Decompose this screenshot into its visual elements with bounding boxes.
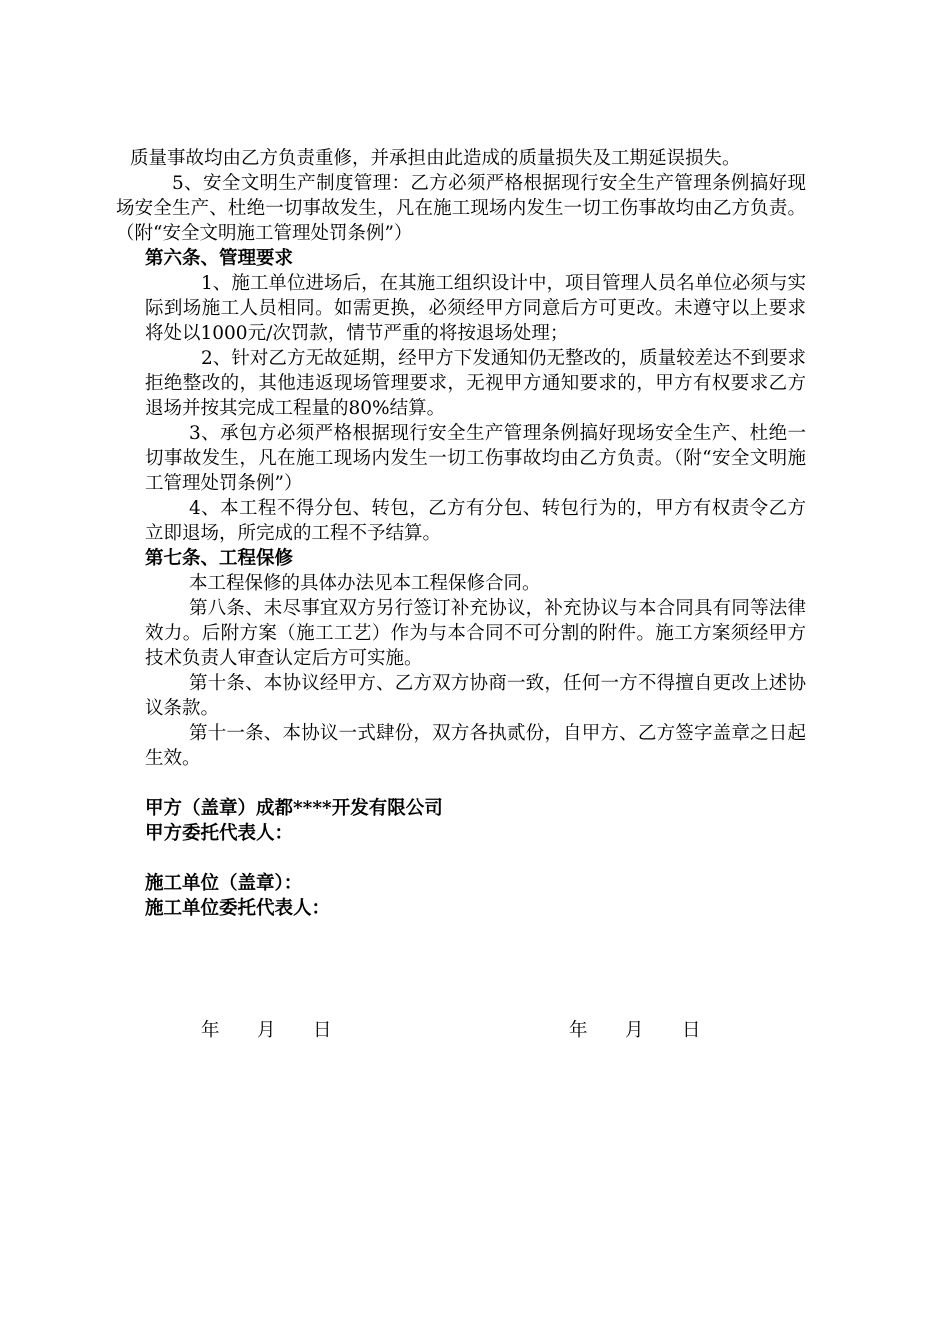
date-year-label: 年 bbox=[569, 1020, 588, 1041]
paragraph-article-6-item-4: 4、本工程不得分包、转包，乙方有分包、转包行为的，甲方有权责令乙方立即退场，所完成的工程不予结算。 bbox=[145, 498, 806, 544]
date-day-label: 日 bbox=[313, 1020, 332, 1041]
paragraph-quality-liability: 质量事故均由乙方负责重修，并承担由此造成的质量损失及工期延误损失。 bbox=[130, 148, 741, 169]
contract-body bbox=[116, 146, 806, 921]
party-a-seal-line: 甲方（盖章）成都****开发有限公司 bbox=[145, 798, 443, 819]
contractor-seal-line: 施工单位（盖章）： bbox=[145, 873, 303, 894]
paragraph-article-10: 第十条、本协议经甲方、乙方双方协商一致，任何一方不得擅自更改上述协议条款。 bbox=[145, 673, 806, 719]
paragraph-article-6-item-1: 1、施工单位进场后，在其施工组织设计中，项目管理人员名单位必须与实际到场施工人员相同。如需更换，必须经甲方同意后方可更改。未遵守以上要求将处以1000元/次罚款，情节严重的将按退场处理； bbox=[145, 273, 806, 344]
spacer bbox=[116, 846, 806, 871]
paragraph-article-11: 第十一条、本协议一式肆份，双方各执贰份，自甲方、乙方签字盖章之日起生效。 bbox=[145, 723, 806, 769]
date-lines bbox=[0, 1017, 950, 1045]
paragraph-article-7: 本工程保修的具体办法见本工程保修合同。 bbox=[189, 573, 541, 594]
date-month-label: 月 bbox=[257, 1020, 276, 1041]
heading-article-6: 第六条、管理要求 bbox=[145, 248, 294, 269]
paragraph-safety-management: 5、安全文明生产制度管理：乙方必须严格根据现行安全生产管理条例搞好现场安全生产、杜绝一切事故发生，凡在施工现场内发生一切工伤事故均由乙方负责。（附“安全文明施工管理处罚条例”） bbox=[116, 173, 806, 244]
date-day-label: 日 bbox=[682, 1020, 701, 1041]
party-a-representative-line: 甲方委托代表人： bbox=[145, 823, 294, 844]
date-month-label: 月 bbox=[625, 1020, 644, 1041]
date-year-label: 年 bbox=[201, 1020, 220, 1041]
paragraph-article-6-item-3: 3、承包方必须严格根据现行安全生产管理条例搞好现场安全生产、杜绝一切事故发生，凡在施工现场内发生一切工伤事故均由乙方负责。（附“安全文明施工管理处罚条例”） bbox=[145, 423, 806, 494]
paragraph-article-8: 第八条、未尽事宜双方另行签订补充协议，补充协议与本合同具有同等法律效力。后附方案（施工工艺）作为与本合同不可分割的附件。施工方案须经甲方技术负责人审查认定后方可实施。 bbox=[145, 598, 806, 669]
heading-article-7: 第七条、工程保修 bbox=[145, 548, 294, 569]
contractor-representative-line: 施工单位委托代表人： bbox=[145, 898, 331, 919]
paragraph-article-6-item-2: 2、针对乙方无故延期，经甲方下发通知仍无整改的，质量较差达不到要求拒绝整改的，其他违返现场管理要求，无视甲方通知要求的，甲方有权要求乙方退场并按其完成工程量的80%结算。 bbox=[145, 348, 806, 419]
spacer bbox=[116, 771, 806, 796]
